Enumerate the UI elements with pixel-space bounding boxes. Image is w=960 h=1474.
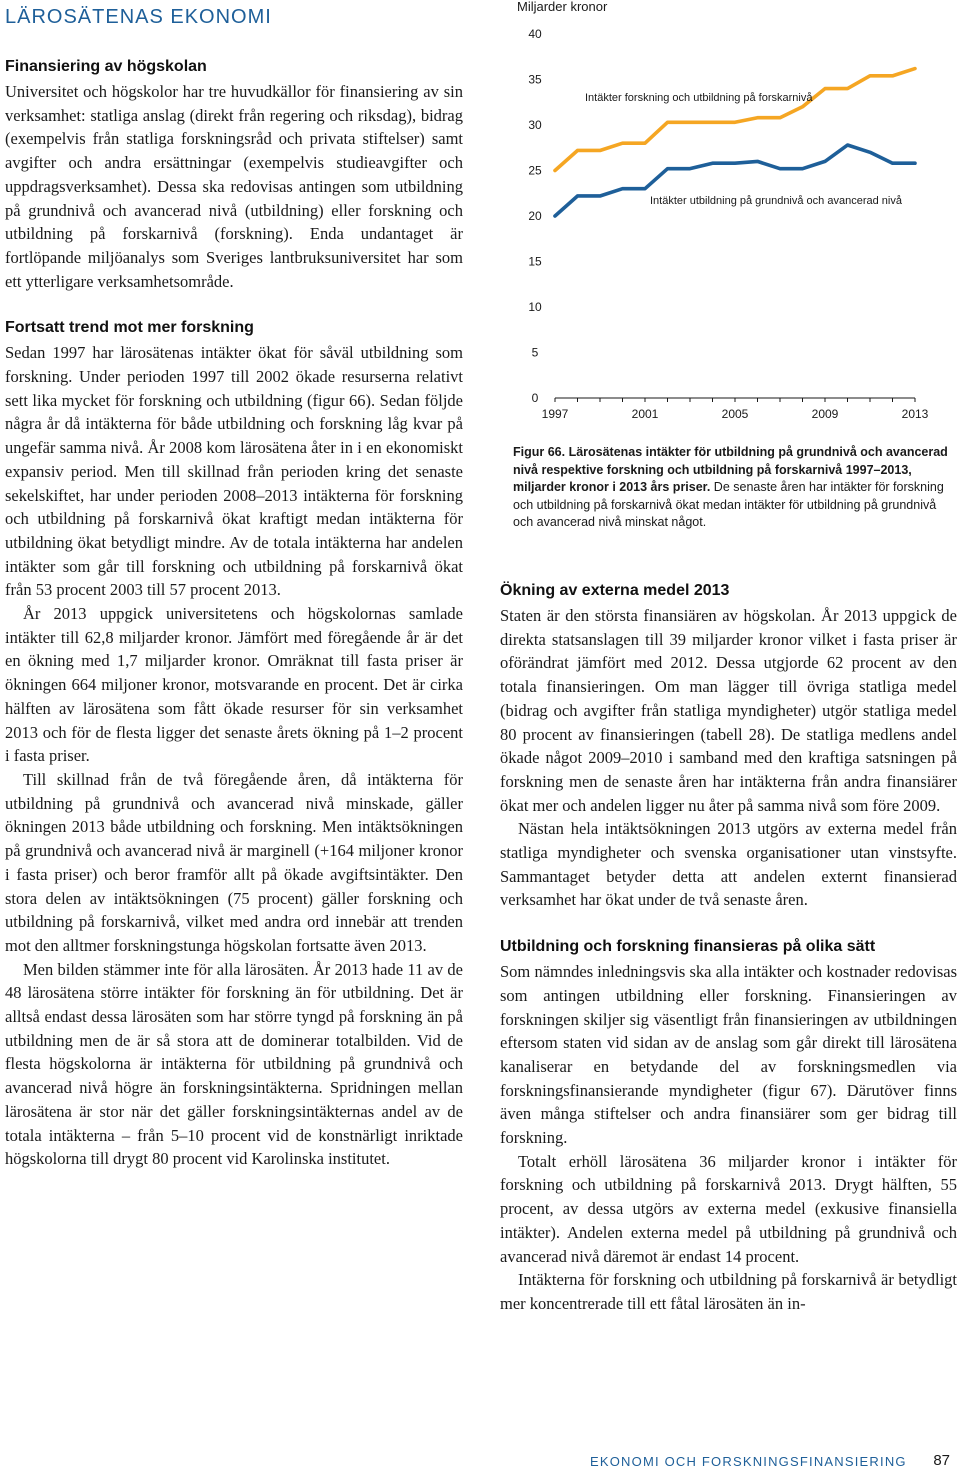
section-title: Ökning av externa medel 2013 — [500, 582, 730, 599]
footer-label: EKONOMI OCH FORSKNINGSFINANSIERING — [590, 1454, 907, 1469]
x-tick-label: 2013 — [901, 407, 929, 421]
y-tick-label: 15 — [528, 254, 542, 269]
paragraph: Nästan hela intäktsökningen 2013 utgörs av externa medel från statliga myndigheter och svenska organisationer utan vinstsyfte. Sammantaget betyder detta att andelen externt finansierad verksamhet har ökat under de två senaste åren. — [500, 819, 957, 910]
left-column — [5, 56, 463, 1171]
paragraph: Sedan 1997 har lärosätenas intäkter ökat för såväl utbildning som forskning. Under perioden 1997 till 2002 ökade resurserna relativt sett lika mycket för forskning och utbildning (figur 66). Sedan följde några år då intäkterna för både utbildning och forskning låg kvar på ungefär samma nivå. År 2008 kom lärosätena åter in i en ekonomiskt expansiv period. Men till skillnad från perioden kring det senaste sekelskiftet, har under perioden 2008–2013 intäkterna för forskning och utbildning på forskarnivå ökat kraftigt medan intäkterna för utbildning ökat betydligt mindre. Av de totala intäkterna har andelen intäkter som går till forskning och utbildning på forskarnivå ökat från 53 procent 2003 till 57 procent 2013. — [5, 343, 463, 600]
y-tick-label: 25 — [528, 163, 542, 178]
y-tick-labels — [528, 27, 542, 405]
figure-caption — [513, 444, 953, 532]
paragraph: Som nämndes inledningsvis ska alla intäkter och kostnader redovisas som antingen utbildning eller forskning. Finansieringen av forskningen skiljer sig väsentligt från finansieringen av utbildningen eftersom staten vid sidan av de anslag som går direkt till lärosätena kanaliserar en betydande del av forskningsmedlen via forskningsfinansierande myndigheter (figur 67). Därutöver finns även många stiftelser och andra finansiärer som ger bidrag till forskning. — [500, 962, 957, 1148]
y-tick-label: 5 — [531, 345, 539, 360]
figure-caption-text: De senaste åren har intäkter för forskning och utbildning på forskarnivå ökat medan intäkter för utbildning på grundnivå och avancerad nivå minskat något. — [513, 480, 944, 529]
series-line-research — [555, 69, 915, 171]
y-tick-label: 0 — [531, 391, 539, 405]
y-tick-label: 40 — [528, 27, 542, 41]
y-tick-label: 20 — [528, 209, 542, 223]
y-tick-label: 35 — [528, 72, 542, 87]
right-column — [500, 580, 957, 1316]
x-tick-label: 2009 — [811, 407, 839, 421]
figure-caption-title: Figur 66. Lärosätenas intäkter för utbildning på grundnivå och avancerad nivå respektive forskning och utbildning på forskarnivå 1997–2013, miljarder kronor i 2013 års priser. — [513, 445, 948, 494]
x-tick-labels — [542, 407, 929, 421]
paragraph: Till skillnad från de två föregående åren, då intäkterna för utbildning på grundnivå och avancerad nivå minskade, gäller ökningen 2013 både utbildning och forskning. Men intäktsökningen på grundnivå och avancerad nivå är marginell (+164 miljoner kronor i fasta priser) och beror framför allt på ökade avgiftsintäkter. Den stora delen av intäktsökningen (75 procent) gäller forskning och utbildning på forskarnivå, vilket med andra ord innebär att trenden mot den alltmer forskningstunga högskolan fortsatte även 2013. — [5, 769, 463, 955]
series-label-education: Intäkter utbildning på grundnivå och avancerad nivå — [650, 195, 902, 207]
line-chart — [505, 0, 960, 436]
x-tick-label: 2005 — [721, 407, 749, 421]
paragraph: Intäkterna för forskning och utbildning på forskarnivå är betydligt mer koncentrerade till ett fåtal lärosäten än in- — [500, 1270, 957, 1313]
x-tick-label: 1997 — [541, 407, 569, 421]
paragraph: Men bilden stämmer inte för alla lärosäten. År 2013 hade 11 av de 48 lärosätena större intäkter för forskning än för utbildning. Det är alltså endast dessa lärosäten som har större tyngd på forskning än på utbildning men de är så stora att de dominerar totalbilden. Vid de flesta högskolorna är intäkterna för utbildning på grundnivå och avancerad nivå högre än forskningsintäkterna. Spridningen mellan lärosätena är stor när det gäller forskningsintäkternas andel av de totala intäkterna – från 5–10 procent vid de konstnärligt inriktade högskolorna till drygt 80 procent vid Karolinska institutet. — [5, 959, 463, 1169]
section-title: Utbildning och forskning finansieras på olika sätt — [500, 938, 876, 956]
paragraph: Staten är den största finansiären av högskolan. År 2013 uppgick de direkta statsanslagen till 39 miljarder kronor vilket i fasta priser är oförändrat jämfört med 2012. Dessa utgjorde 62 procent av den totala finansieringen. Om man lägger till övriga statliga medel (bidrag och avgifter från statliga myndigheter) utgör statliga medel 80 procent av finansieringen (tabell 28). De statliga medlens andel ökade något 2009–2010 i samband med den kraftiga satsningen på forskning men de senaste åren har intäkterna från andra finansiärer ökat mer och andelen ligger nu åter på samma nivå som före 2009. — [500, 606, 957, 815]
section-title: Finansiering av högskolan — [5, 58, 207, 75]
series-label-research: Intäkter forskning och utbildning på forskarnivå — [585, 92, 813, 104]
y-tick-label: 30 — [528, 118, 542, 132]
section-title: Fortsatt trend mot mer forskning — [5, 319, 254, 337]
paragraph: Universitet och högskolor har tre huvudkällor för finansiering av sin verksamhet: statliga anslag (direkt från regering och riksdag), bidrag (exempelvis från statliga forskningsråd och privata stiftelser) samt avgifter och andra ersättningar (exempelvis studieavgifter och uppdragsverksamhet). Dessa ska redovisas antingen som utbildning på grundnivå och avancerad nivå (utbildning) eller forskning och utbildning på forskarnivå (forskning). Enda undantaget är fortlöpande miljöanalys som Sveriges lantbruksuniversitet har som ett ytterligare verksamhetsområde. — [5, 82, 463, 291]
paragraph: År 2013 uppgick universitetens och högskolornas samlade intäkter till 62,8 miljarder kronor. Jämfört med föregående år är det en ökning med 1,7 miljarder kronor. Omräknat till fasta priser är ökningen 664 miljoner kronor, motsvarande en procent. Det är cirka hälften av lärosätena som fått ökade resurser för sin verksamhet 2013 och för de flesta ligger det senaste årets ökning på 1–2 procent i fasta priser. — [5, 604, 463, 766]
x-tick-label: 2001 — [631, 407, 659, 421]
page-header: LÄROSÄTENAS EKONOMI — [5, 6, 272, 28]
paragraph: Totalt erhöll lärosätena 36 miljarder kronor i intäkter för forskning och utbildning på forskarnivå 2013. Drygt hälften, 55 procent, av dessa utgörs av externa medel (exkusive finansiella intäkter). Andelen externa medel på utbildning på grundnivå och avancerad nivå däremot är endast 14 procent. — [500, 1151, 957, 1266]
page-footer — [590, 1454, 950, 1469]
y-axis-label: Miljarder kronor — [517, 0, 608, 14]
page-number: 87 — [933, 1452, 950, 1469]
y-tick-label: 10 — [528, 300, 542, 314]
chart-grid — [555, 398, 915, 402]
chart-series — [555, 69, 915, 216]
